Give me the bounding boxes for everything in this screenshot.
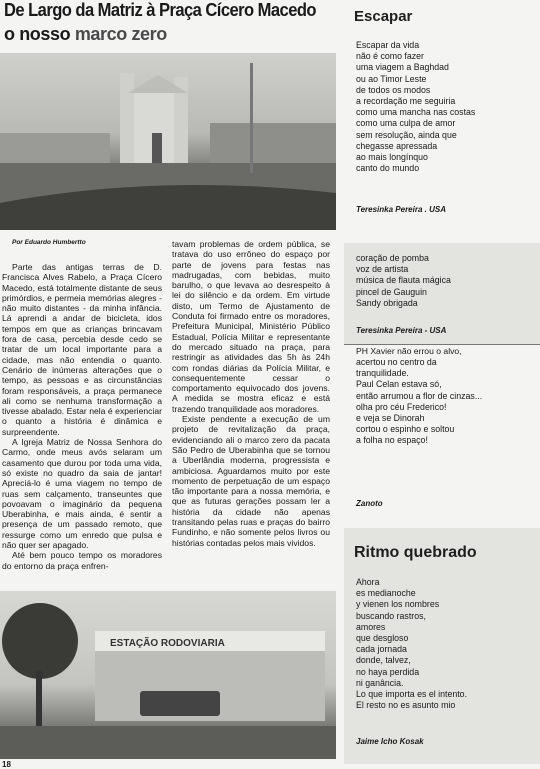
poem-line: chegasse apressada [356, 140, 438, 151]
paragraph: Parte das antigas terras de D. Francisca Alves Rabelo, a Praça Cícero Macedo, está totalmente distante de seus primórdios, e permeia memórias alegres - não muito distantes - da minha infância. Lá aprendi a andar de bicicleta, idos tempos em que as crianças brincavam fora de casa, percebia desde cedo se tratar de um local importante para a cidade, mas não entendia o quanto. Cenário de inúmeras alterações que o tempo, as pessoas e as circunstâncias foram responsáveis, a praça permanece ali como se nenhuma transformação a tivesse abalado. Estar nela é experienciar o quanto a história é dinâmica e surpreendente. [2, 262, 162, 437]
article-column-2 [172, 239, 330, 548]
poem-line: donde, talvez, [356, 655, 411, 666]
title-line-2 [4, 24, 167, 45]
poem-line: amores [356, 621, 386, 632]
poem-ritmo [356, 577, 467, 711]
church-illustration [0, 53, 336, 230]
page-number: 18 [2, 760, 11, 769]
poem-line: PH Xavier não errou o alvo, [356, 346, 462, 356]
poem-line: ni ganância. [356, 677, 404, 688]
poem-line: e veja se Dinorah [356, 413, 425, 424]
poem-line: olha pro céu Frederico! [356, 401, 447, 412]
paragraph: Existe pendente a execução de um projeto de revitalização da praça, evidenciando ali o marco zero da pacata São Pedro de Uberabinha que se tornou a Uberlândia moderna, progressista e ambiciosa. Aguardamos muito por este momento de perpetuação de um espaço tão importante para a nossa memória, e que as futuras gerações possam ler a história da cidade não apenas transitando pelas ruas e praças do bairro Fundinho, e não somente pelos livros ou histórias contadas pelos mais vividos. [172, 414, 330, 548]
poem-line: Sandy obrigada [356, 297, 418, 308]
title-highlight: marco zero [74, 24, 167, 44]
byline: Por Eduardo Humbertto [12, 239, 86, 246]
poem-line: canto do mundo [356, 163, 420, 174]
poem-line: uma viagem a Baghdad [356, 62, 449, 73]
poem-line: buscando rastros, [356, 610, 426, 621]
poem-author: Zanoto [356, 499, 383, 508]
poem-line: então arrumou a flor de cinzas... [356, 390, 483, 401]
poem-line: El resto no es asunto mio [356, 700, 456, 711]
title-line-2-start: o nosso [4, 24, 75, 44]
poem-title: Ritmo quebrado [354, 544, 477, 561]
church-photo [0, 53, 336, 230]
poem-line: a folha no espaço! [356, 435, 428, 446]
poem-line: não é como fazer [356, 51, 424, 62]
poem-3-body [356, 357, 482, 447]
poem-line: sem resolução, ainda que [356, 129, 457, 140]
poem-line: voz de artista [356, 264, 409, 275]
station-sign: ESTAÇÃO RODOVIARIA [110, 638, 225, 649]
article-column-1 [2, 262, 162, 571]
poem-line: Paul Celan estava só, [356, 379, 442, 390]
poem-line: Ahora [356, 577, 380, 587]
poem-line: que desgloso [356, 633, 409, 644]
paragraph: Até bem pouco tempo os moradores do entorno da praça enfren- [2, 550, 162, 571]
poem-line: de todos os modos [356, 84, 431, 95]
poem-line: es medianoche [356, 588, 416, 599]
poem-line: acertou no centro da [356, 357, 437, 367]
title-line-1: De Largo da Matriz à Praça Cícero Macedo [4, 0, 316, 20]
poem-line: cortou o espinho e soltou [356, 424, 455, 435]
poem-line: tranquilidade. [356, 368, 409, 379]
poem-line: como uma mancha nas costas [356, 107, 476, 118]
poem-line: coração de pomba [356, 253, 429, 263]
paragraph: A Igreja Matriz de Nossa Senhora do Carmo, onde meus avós selaram um casamento que durou por toda uma vida, só existe no quadro da saia de jantar! Apreciá-lo é uma viagem no tempo de ruas sem calçamento, transeuntes que povoavam o imaginário da pequena Uberabinha, e mais ainda, é sentir a presença de um passado remoto, que ressurge como um enredo que pulsa e não quer ser apagado. [2, 437, 162, 551]
poem-author: Teresinka Pereira . USA [356, 205, 446, 214]
divider [344, 344, 540, 345]
poem-line: Escapar da vida [356, 40, 420, 50]
poem-line: ou ao Timor Leste [356, 73, 427, 84]
poem-2 [356, 253, 451, 309]
poem-author: Teresinka Pereira - USA [356, 326, 447, 335]
poem-line: Lo que importa es el intento. [356, 689, 468, 700]
poem-line: no haya perdida [356, 666, 420, 677]
poem-line: música de flauta mágica [356, 275, 451, 286]
poem-line: y vienen los nombres [356, 599, 440, 610]
poem-escapar [356, 40, 475, 174]
poem-line: ao mais longínquo [356, 152, 428, 163]
poem-title: Escapar [354, 8, 413, 25]
paragraph: tavam problemas de ordem pública, se tratava do uso errôneo do espaço por parte de jovens para festas nas madrugadas, com bebidas, muito barulho, o que levava ao desrespeito à lei do silêncio e da ordem. Em virtude disto, um Termo de Ajustamento de Conduta foi firmado entre os moradores, Prefeitura Municipal, Ministério Público Estadual, Polícia Militar e representante do mercado situado na praça, para restringir as atividades das 5h às 24h com rondas diárias da Polícia Militar, e consequentemente cessar o comportamento equivocado dos jovens. A medida se mostra eficaz e está trazendo tranquilidade aos moradores. [172, 239, 330, 414]
poem-line: a recordação me seguiria [356, 96, 456, 107]
poem-author: Jaime Icho Kosak [356, 737, 424, 746]
poem-line: como uma culpa de amor [356, 118, 456, 129]
poem-line: pincel de Gauguin [356, 286, 427, 297]
bus-station-illustration [0, 591, 336, 759]
bus-station-photo [0, 591, 336, 759]
poem-line: cada jornada [356, 644, 407, 655]
